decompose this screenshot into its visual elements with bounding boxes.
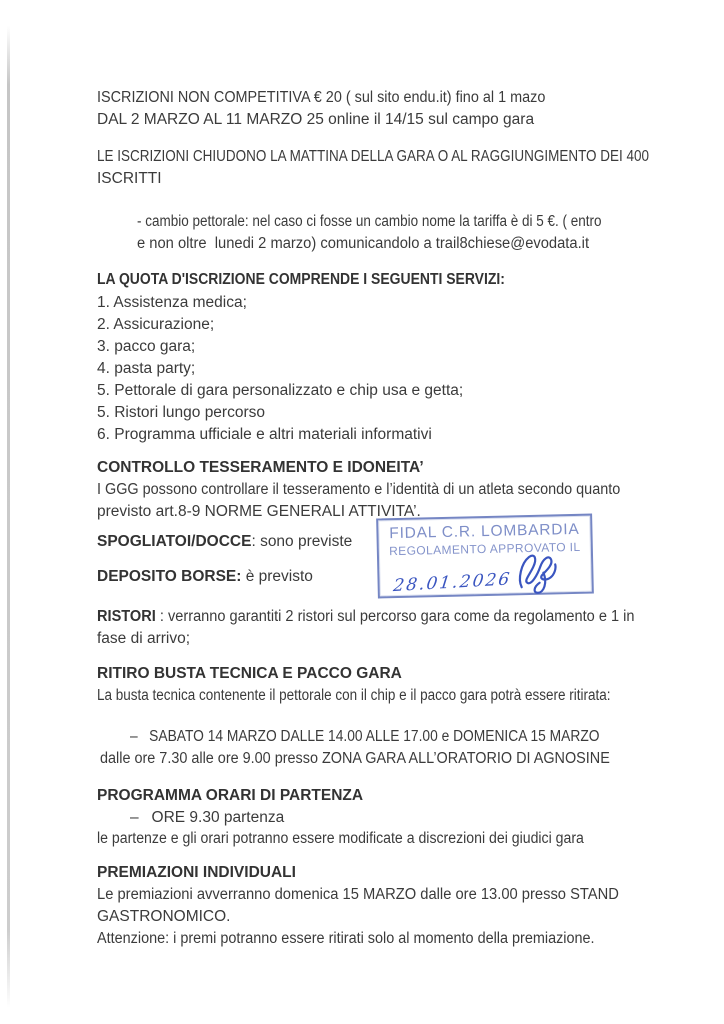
deposito-line — [97, 567, 313, 587]
controllo-heading: CONTROLLO TESSERAMENTO E IDONEITA’ — [97, 459, 424, 476]
stamp-org-text: FIDAL C.R. LOMBARDIA — [389, 520, 580, 543]
ritiro-heading: RITIRO BUSTA TECNICA E PACCO GARA — [97, 665, 402, 682]
ristori-label: RISTORI — [97, 608, 156, 625]
iscrizioni-line-2: DAL 2 MARZO AL 11 MARZO 25 online il 14/15 sul campo gara — [97, 111, 535, 128]
quota-item: 1. Assistenza medica; — [97, 294, 247, 311]
deposito-value: è previsto — [241, 568, 313, 585]
premiazioni-heading: PREMIAZIONI INDIVIDUALI — [97, 864, 296, 881]
cambio-pettorale-line-2: e non oltre lunedi 2 marzo) comunicandolo a trail8chiese@evodata.it — [137, 235, 590, 252]
ritiro-bullet-line-1: – SABATO 14 MARZO DALLE 14.00 ALLE 17.00 e DOMENICA 15 MARZO — [130, 728, 600, 745]
ristori-line-1 — [97, 607, 634, 627]
quota-heading: LA QUOTA D'ISCRIZIONE COMPRENDE I SEGUENTI SERVIZI: — [97, 271, 505, 288]
premiazioni-body-line-2: GASTRONOMICO. — [97, 908, 231, 925]
premiazioni-body-line-3: Attenzione: i premi potranno essere ritirati solo al momento della premiazione. — [97, 930, 595, 947]
ritiro-body: La busta tecnica contenente il pettorale con il chip e il pacco gara potrà essere ritirata: — [97, 687, 611, 704]
programma-heading: PROGRAMMA ORARI DI PARTENZA — [97, 787, 364, 804]
quota-item: 6. Programma ufficiale e altri materiali informativi — [97, 426, 432, 443]
quota-item: 5. Ristori lungo percorso — [97, 404, 265, 421]
ritiro-bullet-line-2: dalle ore 7.30 alle ore 9.00 presso ZONA GARA ALL’ORATORIO DI AGNOSINE — [100, 750, 610, 767]
signature-scribble — [513, 548, 562, 595]
spogliatoi-label: SPOGLIATOI/DOCCE — [97, 533, 252, 550]
controllo-body-line-2: previsto art.8-9 NORME GENERALI ATTIVITA’. — [97, 503, 421, 520]
scan-edge-shadow — [7, 26, 10, 1008]
fidal-approval-stamp — [376, 514, 594, 599]
programma-note: le partenze e gli orari potranno essere modificate a discrezioni dei giudici gara — [97, 830, 584, 847]
cambio-pettorale-line-1: - cambio pettorale: nel caso ci fosse un cambio nome la tariffa è di 5 €. ( entro — [137, 213, 602, 230]
ristori-value: : verranno garantiti 2 ristori sul percorso gara come da regolamento e 1 in — [155, 608, 635, 625]
quota-item: 5. Pettorale di gara personalizzato e chip usa e getta; — [97, 382, 464, 399]
stamp-handwritten-date: 28.01.2026 — [392, 569, 513, 597]
ristori-line-2: fase di arrivo; — [97, 630, 191, 647]
quota-item: 4. pasta party; — [97, 360, 196, 377]
premiazioni-body-line-1: Le premiazioni avverranno domenica 15 MARZO dalle ore 13.00 presso STAND — [97, 886, 619, 903]
iscrizioni-line-1: ISCRIZIONI NON COMPETITIVA € 20 ( sul sito endu.it) fino al 1 mazo — [97, 89, 546, 106]
controllo-body-line-1: I GGG possono controllare il tesseramento e l’identità di un atleta secondo quanto — [97, 481, 621, 498]
stamp-caption-text: REGOLAMENTO APPROVATO IL — [388, 539, 581, 559]
programma-bullet: – ORE 9.30 partenza — [130, 809, 285, 826]
spogliatoi-line — [97, 532, 352, 552]
spogliatoi-value: : sono previste — [251, 533, 353, 550]
deposito-label: DEPOSITO BORSE: — [97, 568, 242, 585]
quota-item: 2. Assicurazione; — [97, 316, 215, 333]
quota-item: 3. pacco gara; — [97, 338, 196, 355]
chiusura-iscrizioni-line-1: LE ISCRIZIONI CHIUDONO LA MATTINA DELLA GARA O AL RAGGIUNGIMENTO DEI 400 — [97, 148, 650, 165]
chiusura-iscrizioni-line-2: ISCRITTI — [97, 170, 162, 187]
